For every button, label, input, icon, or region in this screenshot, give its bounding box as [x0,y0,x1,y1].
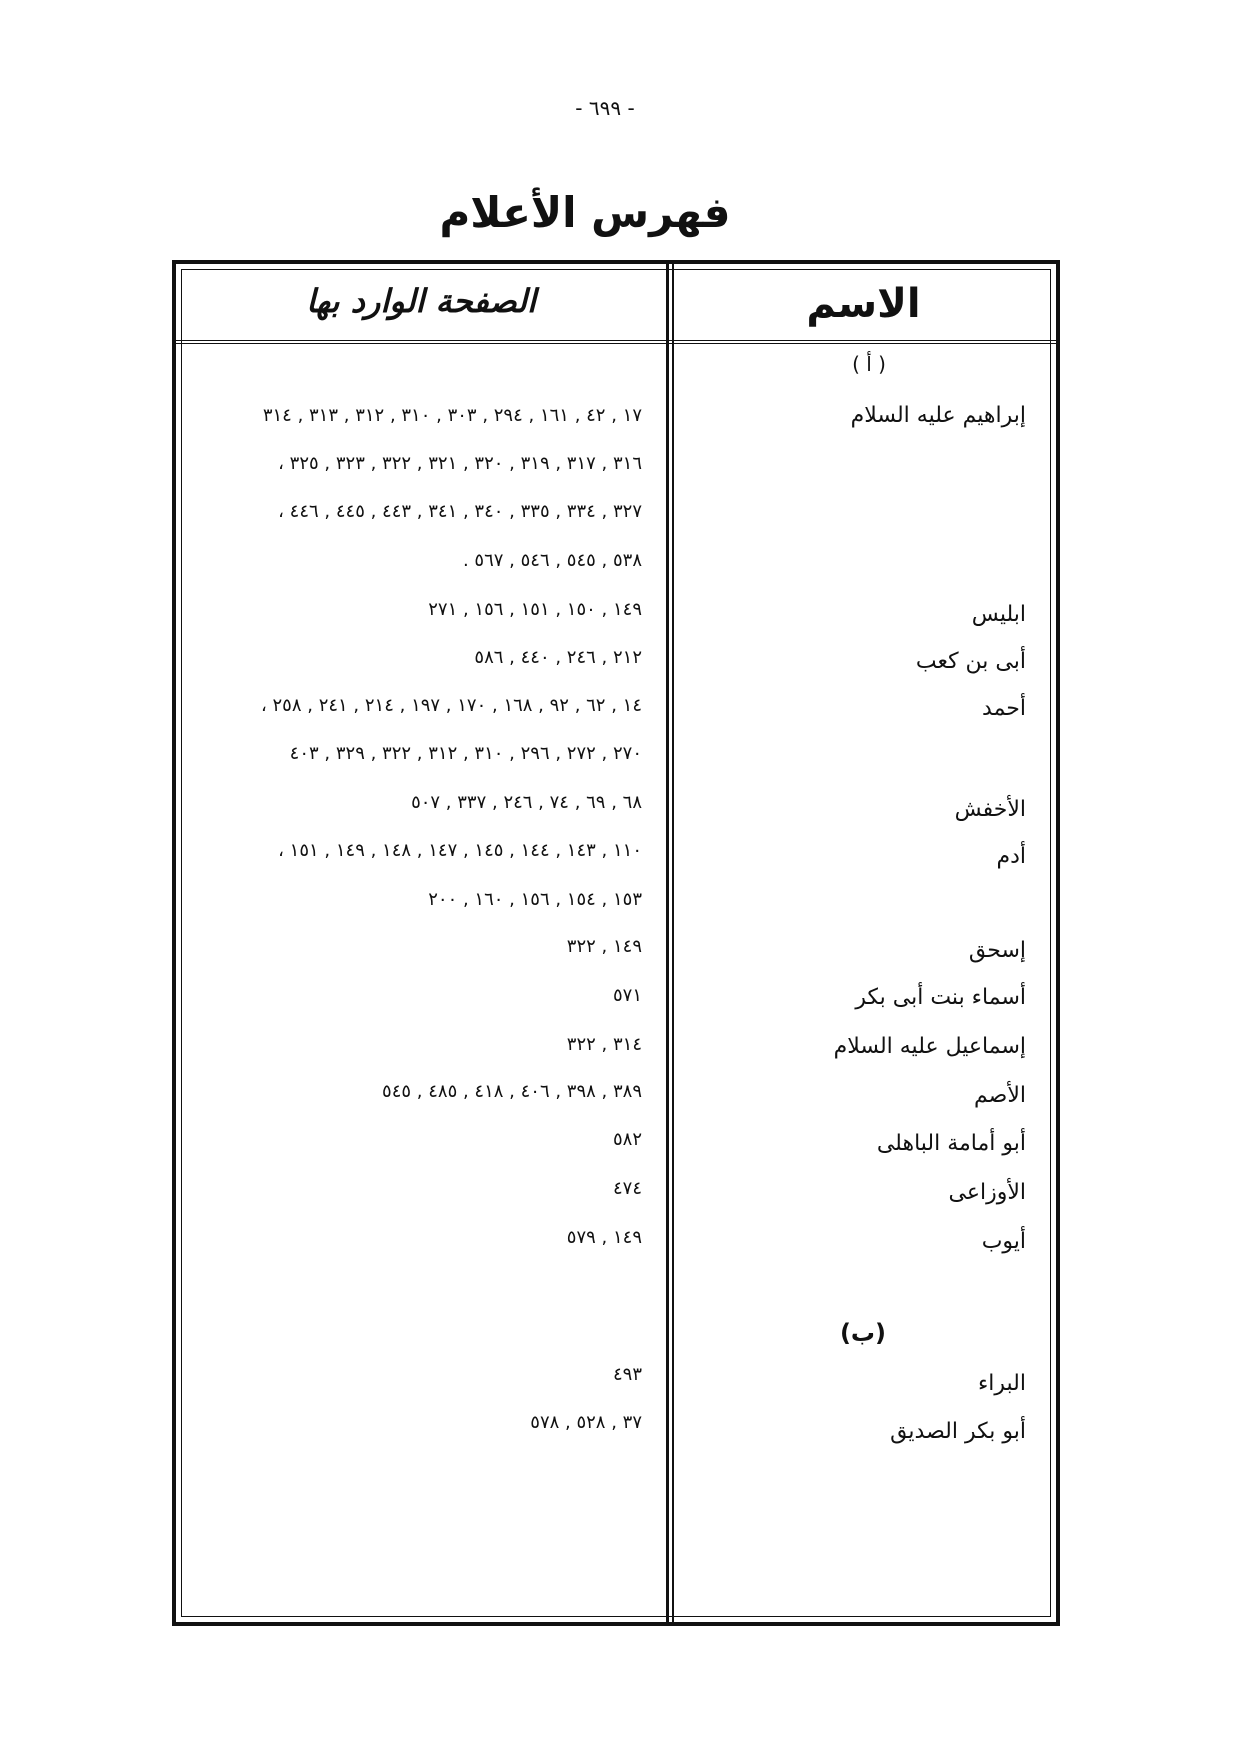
entry-name: أسماء بنت أبى بكر [855,985,1026,1010]
entry-pages: ٣٧ , ٥٢٨ , ٥٧٨ [530,1412,642,1433]
page-number: - ٦٩٩ - [575,96,635,120]
header-name: الاسم [806,281,921,327]
entry-name: إسحق [968,938,1026,963]
entry-name: أيوب [981,1229,1026,1254]
entry-pages: ٣١٤ , ٣٢٢ [566,1034,642,1055]
entry-pages: ١٥٣ , ١٥٤ , ١٥٦ , ١٦٠ , ٢٠٠ [428,889,642,910]
entry-pages: ١٤٩ , ٣٢٢ [566,936,642,957]
entry-name: أحمد [982,696,1026,721]
entry-pages: ٥٧١ [612,985,642,1006]
entry-pages: ٥٣٨ , ٥٤٥ , ٥٤٦ , ٥٦٧ . [462,550,642,571]
letter-heading-ba: (ب) [839,1319,886,1347]
entry-name: ابليس [971,602,1026,627]
entry-name: أبى بن كعب [915,649,1026,674]
entry-pages: ٣١٦ , ٣١٧ , ٣١٩ , ٣٢٠ , ٣٢١ , ٣٢٢ , ٣٢٣ , ٣٢٥ ، [278,453,642,474]
index-table [172,260,1060,1626]
entry-pages: ٥٨٢ [612,1129,642,1150]
entry-pages: ٤٧٤ [612,1178,642,1199]
entry-pages: ٢١٢ , ٢٤٦ , ٤٤٠ , ٥٨٦ [474,647,642,668]
entry-name: البراء [977,1371,1026,1396]
table-header [176,264,1056,344]
entry-name: أبو أمامة الباهلى [876,1131,1026,1156]
entry-pages: ١٤٩ , ٥٧٩ [566,1227,642,1248]
entry-name: الأصم [974,1083,1026,1108]
header-pages: الصفحة الوارد بها [306,282,536,320]
entry-name: إبراهيم عليه السلام [850,403,1026,428]
entry-pages: ١٧ , ٤٢ , ١٦١ , ٢٩٤ , ٣٠٣ , ٣١٠ , ٣١٢ , ٣١٣ , ٣١٤ [262,405,642,426]
entry-pages: ٣٨٩ , ٣٩٨ , ٤٠٦ , ٤١٨ , ٤٨٥ , ٥٤٥ [382,1081,642,1102]
entry-pages: ٣٢٧ , ٣٣٤ , ٣٣٥ , ٣٤٠ , ٣٤١ , ٤٤٣ , ٤٤٥ , ٤٤٦ ، [278,501,642,522]
entry-name: الأوزاعى [948,1180,1026,1205]
entry-pages: ٢٧٠ , ٢٧٢ , ٢٩٦ , ٣١٠ , ٣١٢ , ٣٢٢ , ٣٢٩ , ٤٠٣ [289,743,642,764]
entry-pages: ٤٩٣ [612,1364,642,1385]
letter-heading-alif: ( أ ) [852,352,886,376]
entry-pages: ٦٨ , ٦٩ , ٧٤ , ٢٤٦ , ٣٣٧ , ٥٠٧ [411,792,642,813]
entry-pages: ١٤ , ٦٢ , ٩٢ , ١٦٨ , ١٧٠ , ١٩٧ , ٢١٤ , ٢٤١ , ٢٥٨ ، [260,695,642,716]
entry-name: أبو بكر الصديق [890,1419,1026,1444]
entry-name: إسماعيل عليه السلام [833,1034,1026,1059]
entry-name: الأخفش [954,797,1026,822]
table-body [176,344,1056,1622]
entry-pages: ١٤٩ , ١٥٠ , ١٥١ , ١٥٦ , ٢٧١ [428,599,642,620]
entry-pages: ١١٠ , ١٤٣ , ١٤٤ , ١٤٥ , ١٤٧ , ١٤٨ , ١٤٩ , ١٥١ ، [278,840,642,861]
page-title: فهرس الأعلام [439,188,731,237]
entry-name: أدم [996,844,1026,869]
